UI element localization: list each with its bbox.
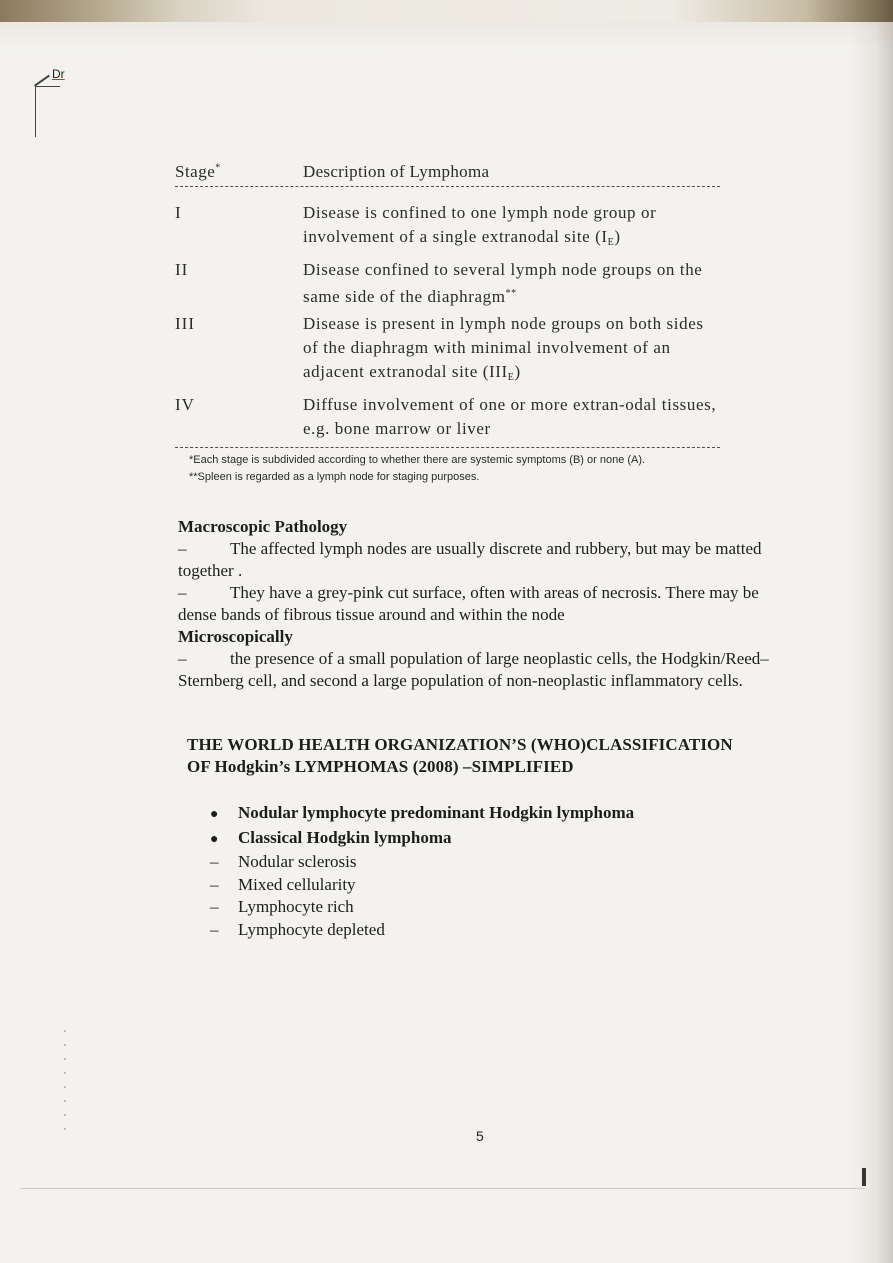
table-row <box>175 201 720 255</box>
macroscopic-point-text: They have a grey-pink cut surface, often with areas of necrosis. There may be dense bands of fibrous tissue around and within the node <box>178 583 759 624</box>
table-bottom-rule <box>175 447 720 448</box>
list-item <box>210 896 770 919</box>
row-description-end: ) <box>514 362 521 381</box>
who-heading-line-1: THE WORLD HEALTH ORGANIZATION’S (WHO)CLASSIFICATION <box>187 735 733 754</box>
microscopic-point <box>178 648 788 692</box>
page-number: 5 <box>476 1128 484 1144</box>
scan-edge-mark <box>862 1168 866 1186</box>
dash-marker: – <box>178 649 187 668</box>
list-item-text: Classical Hodgkin lymphoma <box>238 827 452 847</box>
list-item-text: Nodular lymphocyte predominant Hodgkin lymphoma <box>238 803 635 822</box>
row-description <box>303 258 720 309</box>
dash-marker: – <box>210 852 219 871</box>
bullet-icon: ● <box>210 831 219 847</box>
table-header <box>175 150 720 182</box>
table-top-rule <box>175 186 720 187</box>
row-description-text: Disease confined to several lymph node groups on the same side of the diaphragm <box>303 260 703 306</box>
scan-specks <box>64 1030 66 1130</box>
scan-right-edge <box>850 0 893 1263</box>
row-description-text: Disease is present in lymph node groups on both sides of the diaphragm with minimal involvement of an adjacent extranodal site (III <box>303 314 704 381</box>
macroscopic-point-text: The affected lymph nodes are usually discrete and rubbery, but may be matted together . <box>178 539 762 580</box>
corner-crop-mark <box>35 86 60 137</box>
who-classification-list <box>210 802 770 941</box>
macroscopic-heading: Macroscopic Pathology <box>178 517 348 536</box>
row-description-text: Disease is confined to one lymph node group or involvement of a single extranodal site (I <box>303 203 657 246</box>
table-row <box>175 393 720 441</box>
list-item <box>210 874 770 897</box>
scan-top-edge <box>0 0 893 22</box>
row-description-sup: ** <box>505 288 517 299</box>
list-item-text: Lymphocyte rich <box>238 897 354 916</box>
header-stage-label: Stage <box>175 162 216 181</box>
row-stage: III <box>175 314 195 333</box>
header-description: Description of Lymphoma <box>303 162 490 181</box>
list-item <box>210 919 770 942</box>
list-item-text: Mixed cellularity <box>238 874 356 894</box>
list-item <box>210 802 770 827</box>
macroscopic-point <box>178 582 788 626</box>
dash-marker: – <box>178 583 187 602</box>
page-bottom-edge <box>20 1188 865 1189</box>
microscopic-point-text: the presence of a small population of large neoplastic cells, the Hodgkin/Reed–Sternberg cell, and second a large population of non-neoplastic inflammatory cells. <box>178 649 769 690</box>
row-description-sub: E <box>607 237 615 248</box>
row-stage: IV <box>175 395 195 414</box>
margin-note: Dr <box>52 67 65 81</box>
dash-marker: – <box>210 919 219 939</box>
row-description: Diffuse involvement of one or more extran-odal tissues, e.g. bone marrow or liver <box>303 395 717 438</box>
dash-marker: – <box>210 874 219 894</box>
table-row <box>175 312 720 390</box>
row-description-sub: E <box>507 372 515 383</box>
staging-table <box>175 150 720 486</box>
list-item-text: Nodular sclerosis <box>238 852 357 871</box>
dash-marker: – <box>178 539 187 558</box>
header-stage-mark: * <box>215 162 221 174</box>
bullet-icon: ● <box>210 807 219 822</box>
list-item <box>210 851 770 874</box>
header-stage <box>175 162 303 182</box>
list-item-text: Lymphocyte depleted <box>238 919 385 939</box>
pathology-section <box>178 516 788 692</box>
row-description <box>303 201 720 255</box>
who-classification-heading <box>187 734 827 778</box>
row-description-end: ) <box>614 227 621 246</box>
table-row <box>175 258 720 309</box>
row-description <box>303 312 720 390</box>
dash-marker: – <box>210 897 219 916</box>
row-stage: II <box>175 260 189 279</box>
table-footnote-2: **Spleen is regarded as a lymph node for staging purposes. <box>189 471 480 483</box>
table-footnote-1: *Each stage is subdivided according to whether there are systemic symptoms (B) or none (A). <box>189 454 646 466</box>
microscopic-heading: Microscopically <box>178 627 293 646</box>
list-item <box>210 827 770 852</box>
macroscopic-point <box>178 538 788 582</box>
who-heading-line-2: OF Hodgkin’s LYMPHOMAS (2008) –SIMPLIFIED <box>187 757 574 776</box>
scan-top-shadow <box>0 22 893 52</box>
row-stage: I <box>175 203 182 222</box>
